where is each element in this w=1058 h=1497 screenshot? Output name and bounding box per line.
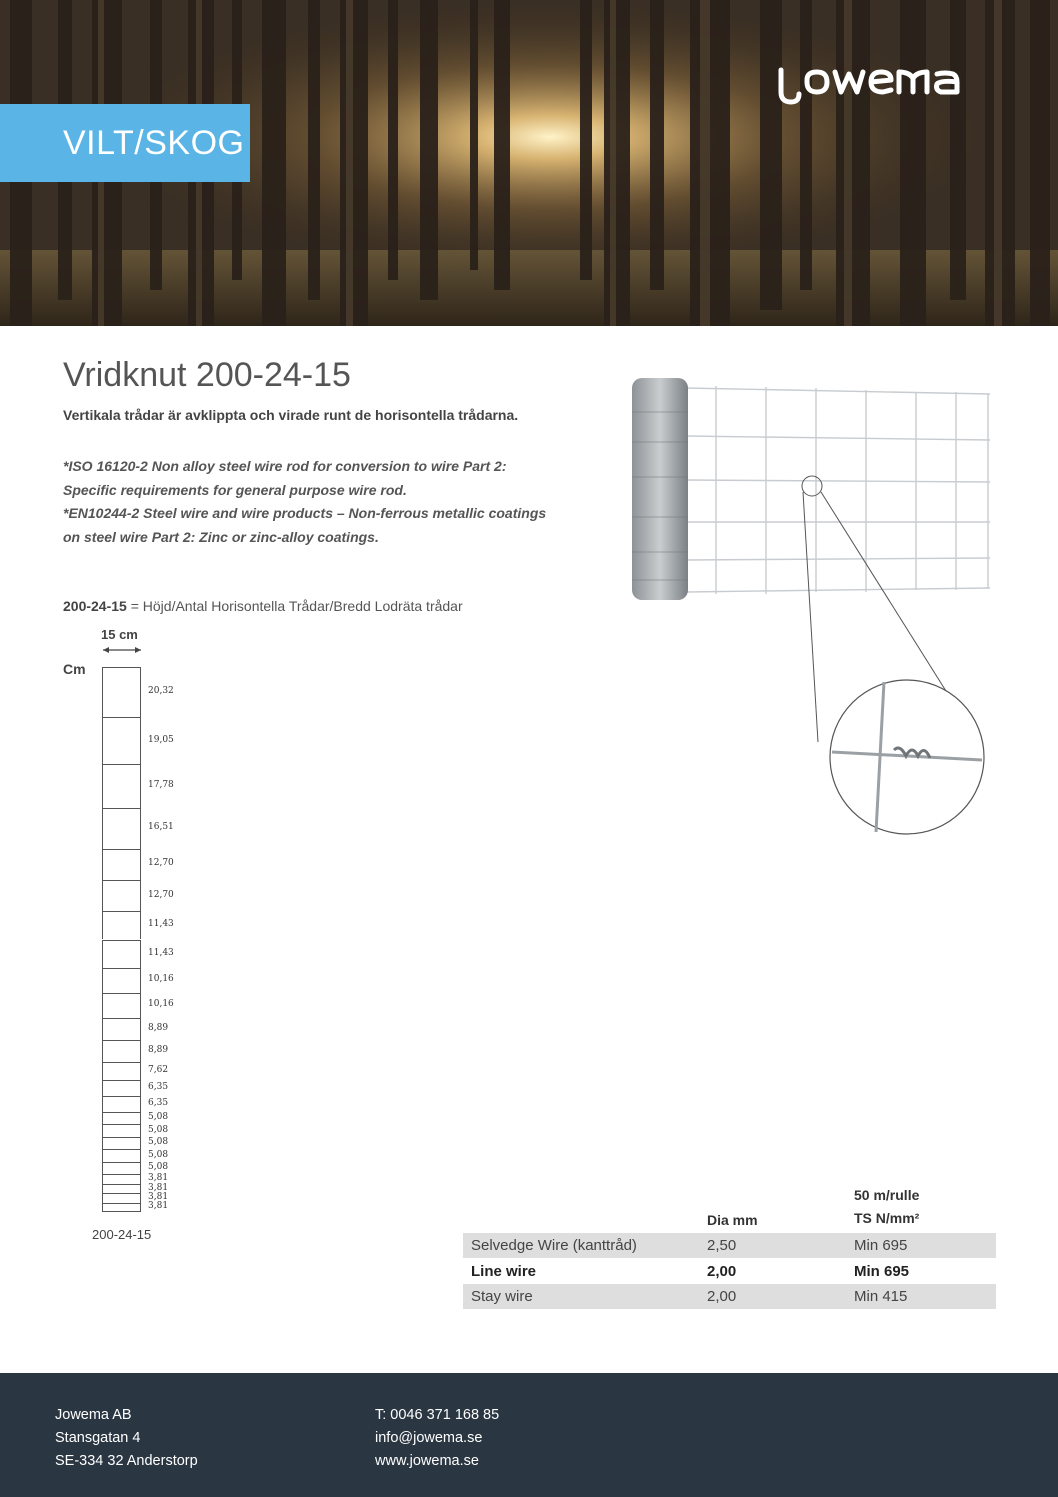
model-label: 200-24-15 xyxy=(92,1227,152,1242)
spacing-value: 19,05 xyxy=(148,734,174,745)
diameter-column-header: Dia mm xyxy=(707,1212,758,1228)
roll-length-header: 50 m/rulle xyxy=(854,1187,920,1203)
mesh-cell xyxy=(102,1080,141,1096)
email-link[interactable]: info@jowema.se xyxy=(375,1430,483,1446)
wire-diameter: 2,00 xyxy=(707,1263,737,1280)
company-name: Jowema AB xyxy=(55,1407,132,1423)
spacing-value: 3,81 xyxy=(148,1173,169,1184)
mesh-cell xyxy=(102,1018,141,1040)
footer xyxy=(0,1373,1058,1497)
standard-line: *ISO 16120-2 Non alloy steel wire rod for conversion to wire Part 2: xyxy=(63,458,507,474)
product-code: 200-24-15 xyxy=(63,598,127,614)
footer-contact xyxy=(375,1404,499,1473)
mesh-cell xyxy=(102,1062,141,1081)
spacing-value: 6,35 xyxy=(148,1082,169,1093)
wire-strength: Min 695 xyxy=(854,1237,908,1254)
spacing-value: 10,16 xyxy=(148,974,174,985)
footer-address xyxy=(55,1404,198,1473)
category-badge: VILT/SKOG xyxy=(0,104,250,182)
mesh-spacing-diagram xyxy=(102,667,141,1212)
tensile-strength-column-header: TS N/mm² xyxy=(854,1210,920,1226)
mesh-cell xyxy=(102,1193,141,1202)
mesh-cell xyxy=(102,1040,141,1062)
wire-name: Line wire xyxy=(471,1263,537,1280)
spacing-value: 8,89 xyxy=(148,1022,169,1033)
mesh-cell xyxy=(102,993,141,1018)
double-arrow-icon xyxy=(101,645,143,655)
table-row xyxy=(463,1233,996,1258)
street-address: Stansgatan 4 xyxy=(55,1430,141,1446)
phone-number: T: 0046 371 168 85 xyxy=(375,1407,500,1423)
standard-line: on steel wire Part 2: Zinc or zinc-alloy coatings. xyxy=(63,528,379,545)
spacing-value: 3,81 xyxy=(148,1182,169,1193)
mesh-cell xyxy=(102,849,141,880)
spacing-value: 11,43 xyxy=(148,947,174,958)
code-legend: = Höjd/Antal Horisontella Trådar/Bredd Lodräta trådar xyxy=(126,598,463,614)
mesh-cell xyxy=(102,1112,141,1125)
table-row xyxy=(463,1284,996,1309)
wire-diameter: 2,00 xyxy=(707,1288,737,1305)
spacing-value: 5,08 xyxy=(148,1162,169,1173)
spacing-value: 3,81 xyxy=(148,1201,169,1212)
spacing-value: 12,70 xyxy=(148,889,174,900)
standard-line: *EN10244-2 Steel wire and wire products – Non-ferrous metallic coatings xyxy=(63,505,547,521)
standard-line: Specific requirements for general purpose wire rod. xyxy=(63,481,407,498)
spacing-value: 8,89 xyxy=(148,1044,169,1055)
mesh-cell xyxy=(102,940,141,968)
mesh-cell xyxy=(102,1137,141,1150)
mesh-cell xyxy=(102,808,141,849)
spacing-value: 10,16 xyxy=(148,999,174,1010)
product-description: Vertikala trådar är avklippta och virade runt de horisontella trådarna. xyxy=(63,407,519,423)
mesh-width-label: 15 cm xyxy=(101,627,138,642)
mesh-cell xyxy=(102,1124,141,1137)
spacing-value: 11,43 xyxy=(148,919,174,930)
spacing-value: 12,70 xyxy=(148,858,174,869)
code-explanation xyxy=(63,598,463,614)
wire-strength: Min 695 xyxy=(854,1263,910,1280)
mesh-cell xyxy=(102,1162,141,1175)
spacing-value: 20,32 xyxy=(148,686,174,697)
spacing-value: 7,62 xyxy=(148,1065,169,1076)
product-title: Vridknut 200-24-15 xyxy=(63,356,351,394)
mesh-cell xyxy=(102,1184,141,1193)
wire-name: Selvedge Wire (kanttråd) xyxy=(471,1237,637,1254)
unit-label: Cm xyxy=(63,661,86,677)
spacing-value: 5,08 xyxy=(148,1137,169,1148)
wire-diameter: 2,50 xyxy=(707,1237,737,1254)
spacing-value: 5,08 xyxy=(148,1124,169,1135)
mesh-cell xyxy=(102,911,141,939)
mesh-cell xyxy=(102,968,141,993)
jowema-logo xyxy=(775,58,997,106)
wire-strength: Min 415 xyxy=(854,1288,908,1305)
postal-city: SE-334 32 Anderstorp xyxy=(55,1453,198,1469)
spacing-value: 3,81 xyxy=(148,1191,169,1202)
mesh-cell xyxy=(102,1203,141,1212)
spacing-value: 5,08 xyxy=(148,1149,169,1160)
spacing-value: 16,51 xyxy=(148,822,174,833)
spacing-value: 17,78 xyxy=(148,780,174,790)
spacing-value: 6,35 xyxy=(148,1097,169,1108)
fence-roll-illustration xyxy=(626,352,1000,842)
mesh-cell xyxy=(102,764,141,808)
mesh-cell xyxy=(102,717,141,764)
website-link[interactable]: www.jowema.se xyxy=(375,1453,479,1469)
table-row xyxy=(463,1259,996,1284)
mesh-cell xyxy=(102,1096,141,1112)
mesh-cell xyxy=(102,667,141,717)
mesh-cell xyxy=(102,880,141,911)
spacing-value: 5,08 xyxy=(148,1112,169,1122)
mesh-cell xyxy=(102,1174,141,1183)
standards-text xyxy=(63,455,603,549)
wire-name: Stay wire xyxy=(471,1288,533,1305)
mesh-cell xyxy=(102,1149,141,1162)
